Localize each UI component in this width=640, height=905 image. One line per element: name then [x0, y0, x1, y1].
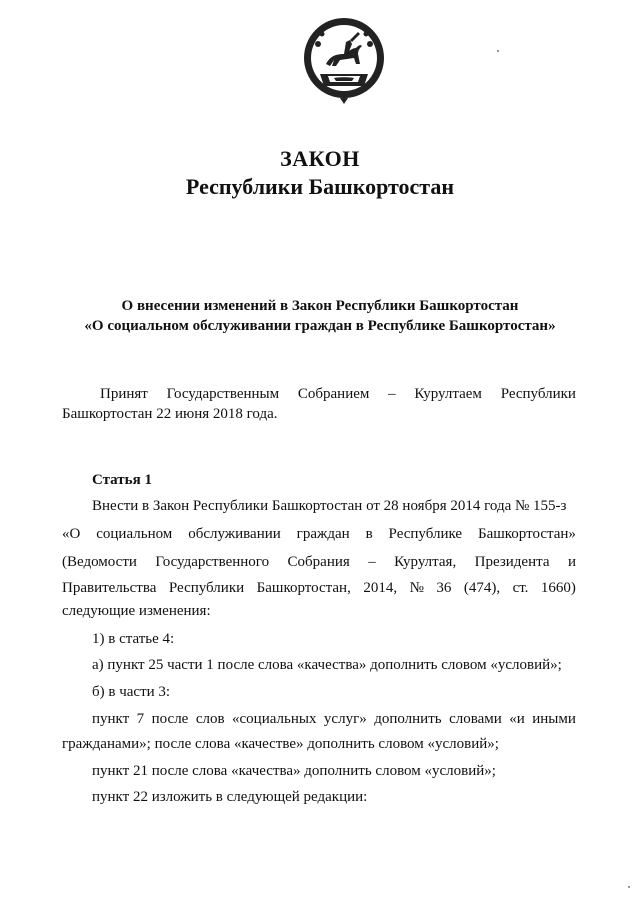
- word: «и: [509, 711, 525, 727]
- word: словами: [449, 711, 502, 727]
- word: дополнить: [374, 711, 442, 727]
- adopted-line-2: Башкортостан 22 июня 2018 года.: [62, 406, 278, 422]
- word: Башкортостан»: [477, 526, 576, 542]
- word: Государственного: [155, 554, 270, 570]
- word: Башкортостан,: [256, 580, 351, 596]
- word: Принят: [100, 386, 148, 402]
- word: Собранием: [297, 386, 370, 402]
- word: услуг»: [323, 711, 367, 727]
- word: «социальных: [232, 711, 317, 727]
- article-paragraph-line-3: [62, 552, 576, 572]
- law-title: ЗАКОН: [280, 146, 360, 171]
- law-heading-line-2: «О социальном обслуживании граждан в Республике Башкортостан»: [84, 318, 556, 334]
- word: слов: [195, 711, 225, 727]
- word: обслуживании: [188, 526, 281, 542]
- word: граждан: [296, 526, 350, 542]
- word: 36: [436, 580, 452, 596]
- word: в: [365, 526, 373, 542]
- word: Президента: [474, 554, 550, 570]
- list-item-1: 1) в статье 4:: [92, 631, 175, 647]
- article-title: Статья 1: [92, 472, 152, 488]
- word: Правительства: [62, 580, 157, 596]
- word: и: [567, 554, 576, 570]
- word: Собрания: [287, 554, 350, 570]
- article-paragraph-line-4: [62, 578, 576, 598]
- word: Курултаем: [414, 386, 482, 402]
- scan-speck: [497, 50, 499, 52]
- law-heading-line-1: О внесении изменений в Закон Республики Башкортостан: [121, 298, 519, 314]
- bashkortostan-coat-of-arms-icon: [300, 14, 388, 106]
- word: Республики: [500, 386, 576, 402]
- word: ст.: [512, 580, 529, 596]
- word: –: [368, 554, 376, 570]
- word: 1660): [540, 580, 576, 596]
- word: социальном: [96, 526, 173, 542]
- point-7-line-2: гражданами»; после слова «качестве» дополнить словом «условий»;: [62, 736, 499, 752]
- word: пункт: [92, 711, 130, 727]
- point-22: пункт 22 изложить в следующей редакции:: [92, 789, 368, 805]
- point-7-line-1: [92, 709, 576, 729]
- word: после: [151, 711, 189, 727]
- adopted-line-1: [100, 384, 576, 404]
- word: №: [409, 580, 424, 596]
- word: 7: [136, 711, 145, 727]
- word: –: [388, 386, 396, 402]
- word: иными: [532, 711, 576, 727]
- list-item-a: а) пункт 25 части 1 после слова «качества» дополнить словом «условий»;: [92, 657, 562, 673]
- word: «О: [62, 526, 81, 542]
- word: Республике: [388, 526, 463, 542]
- word: Республики: [168, 580, 245, 596]
- word: (Ведомости: [62, 554, 137, 570]
- word: Государственным: [166, 386, 280, 402]
- scan-speck: [628, 886, 630, 888]
- article-paragraph-line-2: [62, 524, 576, 544]
- word: 2014,: [363, 580, 398, 596]
- word: Курултая,: [394, 554, 457, 570]
- article-paragraph-line-5: следующие изменения:: [62, 603, 211, 619]
- list-item-b: б) в части 3:: [92, 684, 171, 700]
- article-paragraph-line-1: Внести в Закон Республики Башкортостан от 28 ноября 2014 года № 155-з: [92, 498, 567, 514]
- law-subtitle: Республики Башкортостан: [185, 174, 455, 199]
- word: (474),: [463, 580, 501, 596]
- point-21: пункт 21 после слова «качества» дополнить словом «условий»;: [92, 763, 496, 779]
